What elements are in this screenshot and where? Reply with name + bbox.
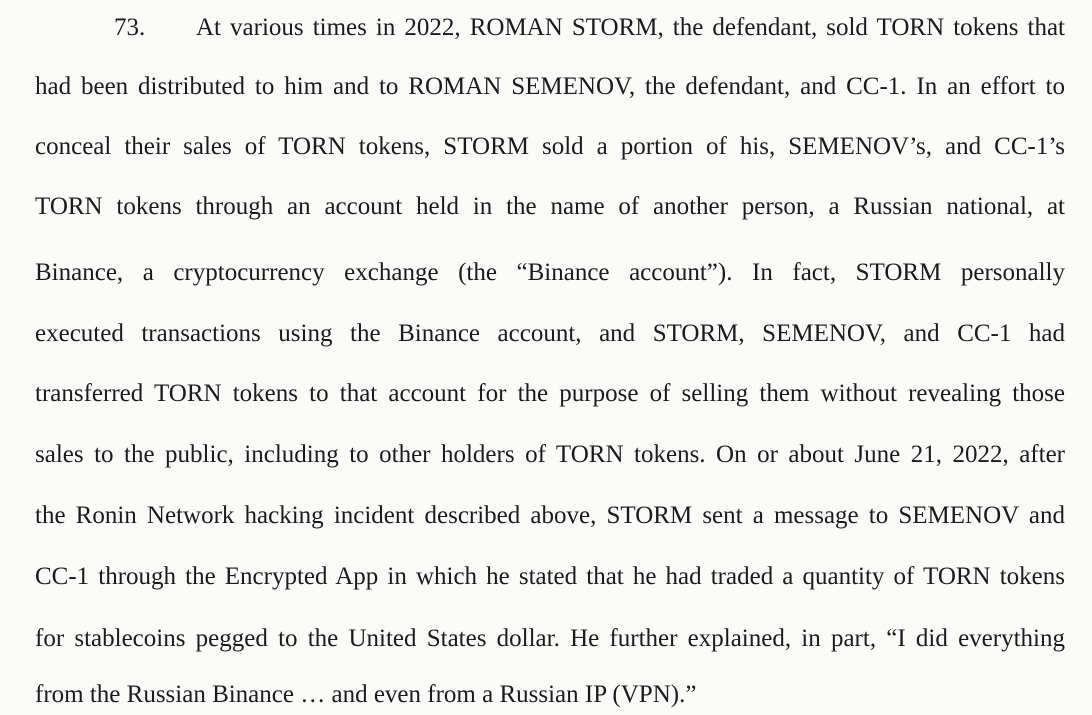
paragraph-line-3: conceal their sales of TORN tokens, STORM sold a portion of his, SEMENOV’s, and CC-1’s [35, 133, 1065, 160]
paragraph-line-11: for stablecoins pegged to the United States dollar. He further explained, in part, “I did everything [35, 625, 1065, 652]
paragraph-line-4: TORN tokens through an account held in the name of another person, a Russian national, at [35, 193, 1065, 220]
paragraph-number: 73. [114, 14, 146, 41]
paragraph-line-5: Binance, a cryptocurrency exchange (the “Binance account”). In fact, STORM personally [35, 259, 1065, 286]
paragraph-line-1-text: At various times in 2022, ROMAN STORM, the defendant, sold TORN tokens that [196, 14, 1065, 41]
paragraph-line-6: executed transactions using the Binance account, and STORM, SEMENOV, and CC-1 had [35, 320, 1065, 347]
paragraph-line-12: from the Russian Binance … and even from a Russian IP (VPN).” [35, 681, 697, 708]
paragraph-line-9: the Ronin Network hacking incident described above, STORM sent a message to SEMENOV and [35, 502, 1065, 529]
paragraph-line-7: transferred TORN tokens to that account for the purpose of selling them without revealing those [35, 380, 1065, 407]
paragraph-line-8: sales to the public, including to other holders of TORN tokens. On or about June 21, 2022, after [35, 441, 1065, 468]
paragraph-line-2: had been distributed to him and to ROMAN SEMENOV, the defendant, and CC-1. In an effort to [35, 73, 1065, 100]
paragraph-line-1 [114, 8, 1065, 48]
paragraph-line-10: CC-1 through the Encrypted App in which he stated that he had traded a quantity of TORN tokens [35, 563, 1065, 590]
